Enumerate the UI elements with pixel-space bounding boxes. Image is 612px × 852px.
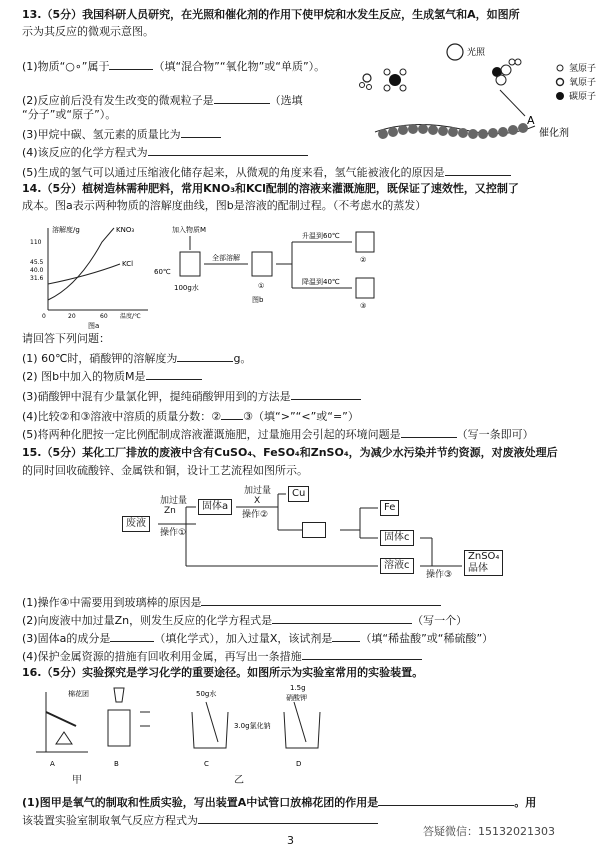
q15-sub4: (4)保护金属资源的措施有回收利用金属，再写出一条措施 <box>22 648 422 664</box>
x-tick: 20 <box>68 313 76 320</box>
answer-blank[interactable] <box>110 630 154 642</box>
answer-blank[interactable] <box>378 794 514 806</box>
znso4-crystal-box: ZnSO₄ 晶体 <box>464 550 503 576</box>
fe-box: Fe <box>380 500 399 516</box>
answer-blank[interactable] <box>272 612 412 624</box>
kno3-mass-label: 1.5g <box>290 684 306 692</box>
kno3-label: KNO₃ <box>116 226 135 234</box>
answer-blank[interactable] <box>198 812 378 824</box>
group-jia-label: 甲 <box>72 775 82 786</box>
zn-label: Zn <box>164 506 176 516</box>
solution-c-box: 溶液c <box>380 558 414 574</box>
q14-intro2: 成本。图a表示两种物质的溶解度曲线，图b是溶液的配制过程。（不考虑水的蒸发） <box>22 199 427 212</box>
page-number: 3 <box>287 834 294 847</box>
mark-3: ③ <box>360 302 367 310</box>
apparatus-b <box>108 688 150 768</box>
kcl-label: KCl <box>122 260 134 268</box>
water-50g-label: 50g水 <box>196 690 217 698</box>
light-label: 光照 <box>467 48 486 58</box>
q15-sub2: (2)向废液中加过量Zn，则发生反应的化学方程式是 （写一个） <box>22 614 468 627</box>
q13-sub2-cont: “分子”或“原子”）。 <box>22 108 117 121</box>
process-caption: 图b <box>252 296 264 304</box>
op3-label: 操作③ <box>426 570 453 580</box>
q15-sub1: (1)操作④中需要用到玻璃棒的原因是 <box>22 594 441 610</box>
temp-label: 60℃ <box>154 268 171 276</box>
water-label: 100g水 <box>174 284 199 292</box>
label-a: A <box>50 760 55 768</box>
answer-blank[interactable] <box>302 648 422 660</box>
heat-label: 升温到60℃ <box>302 232 340 240</box>
group-yi-label: 乙 <box>234 775 244 786</box>
answer-blank[interactable] <box>332 630 360 642</box>
q16-sub1: (1)图甲是氧气的制取和性质实验，写出装置A中试管口放棉花团的作用是 。用 <box>22 796 537 809</box>
cu-box: Cu <box>288 486 309 502</box>
add-m-label: 加入物质M <box>172 226 207 234</box>
methane-molecule-icon: ○∘ <box>65 60 82 73</box>
q13-intro: 13.（5分）我国科研人员研究，在光照和催化剂的作用下使甲烷和水发生反应，生成氢气和A，如图所 <box>22 8 520 21</box>
mark-1: ① <box>258 282 265 290</box>
y-tick: 110 <box>30 239 42 246</box>
solid-c-box: 固体c <box>380 530 414 546</box>
y-tick: 31.6 <box>30 275 44 282</box>
nacl-label: 3.0g氯化钠 <box>234 722 271 730</box>
graph-caption: 图a <box>88 322 100 330</box>
q14-sub3: (3)硝酸钾中混有少量氯化钾，提纯硝酸钾用到的方法是 <box>22 388 361 404</box>
waste-liquid-box: 废液 <box>122 516 150 532</box>
y-tick: 45.5 <box>30 259 44 266</box>
q15-intro: 15.（5分）某化工厂排放的废液中含有CuSO₄、FeSO₄和ZnSO₄，为减少水污染并节约资源，对废液处理后 <box>22 446 558 459</box>
op1-label: 操作① <box>160 528 187 538</box>
x-axis-label: 温度/℃ <box>120 313 141 320</box>
apparatus-a <box>36 689 89 768</box>
add-x-label: 加过量 <box>244 486 272 496</box>
add-zn-label: 加过量 <box>160 496 188 506</box>
q13-sub3: (3)甲烷中碳、氢元素的质量比为 <box>22 126 221 142</box>
q16-intro: 16.（5分）实验探究是学习化学的重要途径。如图所示为实验室常用的实验装置。 <box>22 666 424 679</box>
q13-sub1: (1)物质“○∘”属于 （填“混合物”“氧化物”或“单质”）。 <box>22 60 326 73</box>
kno3-label: 硝酸钾 <box>286 694 307 702</box>
apparatus-d <box>284 684 320 768</box>
op2-label: 操作② <box>242 510 269 520</box>
x-tick: 60 <box>100 313 108 320</box>
label-b: B <box>114 760 119 768</box>
wechat-contact: 答疑微信：15132021303 <box>423 825 555 838</box>
q13-sub5: (5)生成的氢气可以通过压缩液化储存起来，从微观的角度来看，氢气能被液化的原因是 <box>22 164 511 180</box>
legend-hydrogen: 氢原子 <box>569 64 597 74</box>
lab-apparatus <box>28 682 358 782</box>
apparatus-c <box>192 689 271 768</box>
q14-sub5: (5)将两种化肥按一定比例配制成溶液灌溉施肥，过量施用会引起的环境问题是 （写一条即可） <box>22 428 534 441</box>
mark-2: ② <box>360 256 367 264</box>
filtrate-box <box>302 522 326 538</box>
q14-intro: 14.（5分）植树造林需种肥料，常用KNO₃和KCl配制的溶液来灌溉施肥，既保证了速效性，又控制了 <box>22 182 519 195</box>
label-c: C <box>204 760 209 768</box>
q15-sub3: (3)固体a的成分是 （填化学式），加入过量X，该试剂是 （填“稀盐酸”或“稀硫酸”） <box>22 632 494 645</box>
catalyst-label: 催化剂 <box>539 128 569 139</box>
q14-sub4: (4)比较②和③溶液中溶质的质量分数：② ③（填“>”“<”或“=”） <box>22 410 359 423</box>
legend-oxygen: 氧原子 <box>569 78 597 88</box>
q13-intro2: 示为其反应的微观示意图。 <box>22 25 154 38</box>
dissolve-label: 全部溶解 <box>212 254 240 262</box>
solid-a-box: 固体a <box>198 499 232 515</box>
q14-ask: 请回答下列问题： <box>22 332 110 345</box>
q15-intro2: 的同时回收硫酸锌、金属铁和铜，设计工艺流程如图所示。 <box>22 464 308 477</box>
y-axis-label: 溶解度/g <box>52 226 80 234</box>
product-label: A <box>527 114 535 127</box>
label-d: D <box>296 760 302 768</box>
cool-label: 降温到40℃ <box>302 278 340 286</box>
q16-sub1-cont: 该装置实验室制取氧气反应方程式为 <box>22 812 378 828</box>
q13-sub2: (2)反应前后没有发生改变的微观粒子是 （选填 <box>22 94 303 107</box>
q13-sub4: (4)该反应的化学方程式为 <box>22 144 308 160</box>
y-tick: 40.0 <box>30 267 44 274</box>
legend-carbon: 碳原子 <box>569 92 597 102</box>
answer-blank[interactable] <box>201 594 441 606</box>
x-label: X <box>254 496 261 506</box>
cotton-label: 棉花团 <box>68 690 89 698</box>
q14-sub2: (2) 图b中加入的物质M是 <box>22 368 202 384</box>
x-tick: 0 <box>42 313 46 320</box>
q14-sub1: (1) 60℃时，硝酸钾的溶解度为 g。 <box>22 352 252 365</box>
